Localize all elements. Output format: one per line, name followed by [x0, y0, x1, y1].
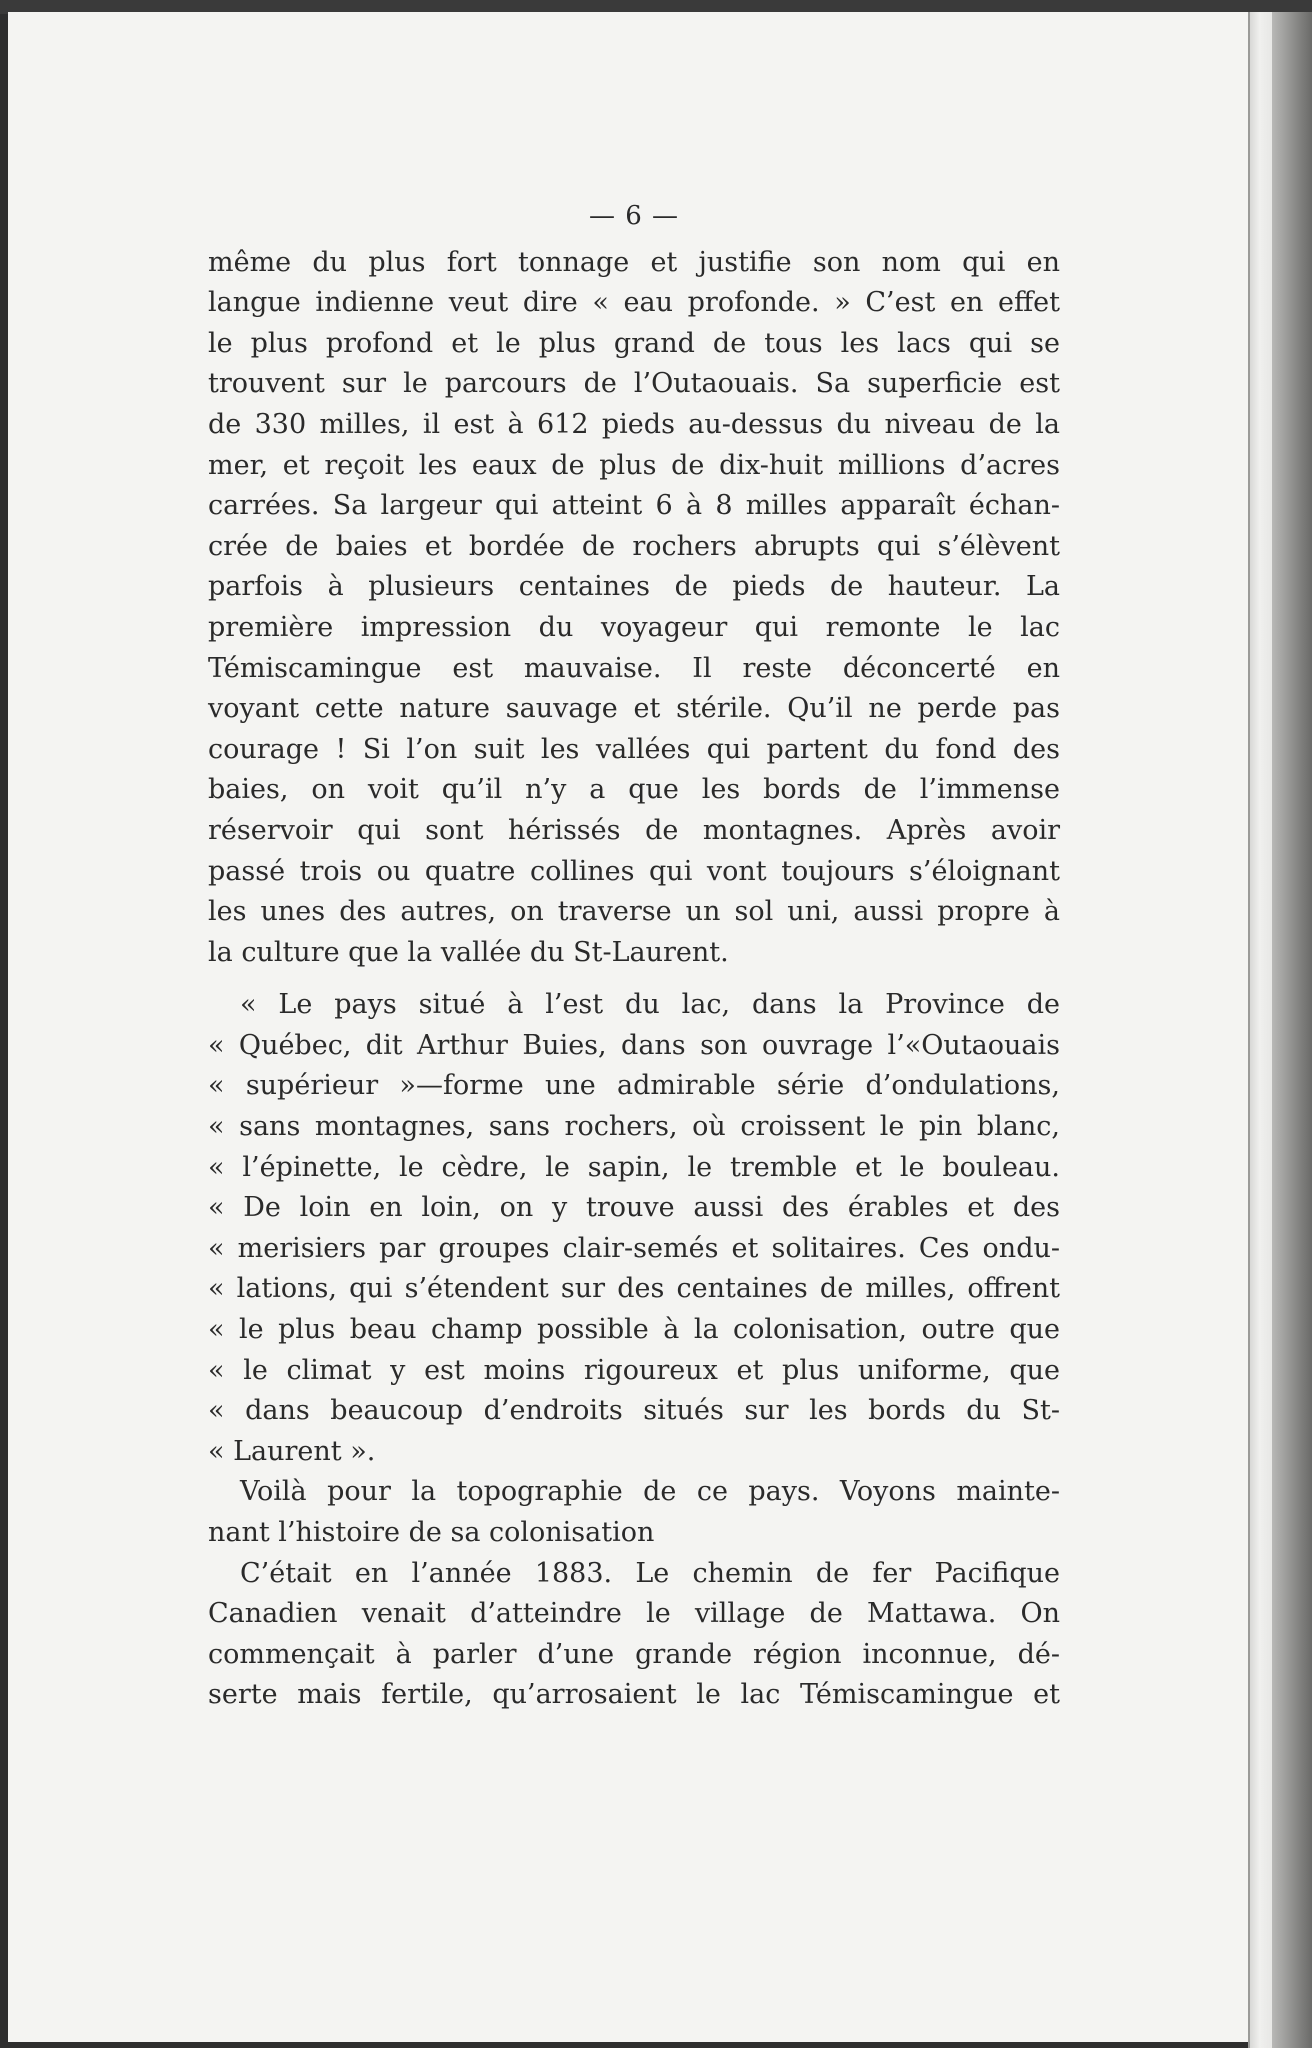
text-line: « lations, qui s’étendent sur des centaines de milles, offrent: [208, 1273, 1060, 1305]
text-line: baies, on voit qu’il n’y a que les bords de l’immense: [208, 774, 1060, 806]
text-line: « merisiers par groupes clair-semés et solitaires. Ces ondu-: [208, 1232, 1060, 1264]
text-line: « Le pays situé à l’est du lac, dans la Province de: [240, 989, 1060, 1021]
text-line: les unes des autres, on traverse un sol uni, aussi propre à: [208, 896, 1060, 928]
text-line: commençait à parler d’une grande région inconnue, dé-: [208, 1638, 1060, 1670]
text-line: « De loin en loin, on y trouve aussi des érables et des: [208, 1192, 1060, 1224]
text-line: serte mais fertile, qu’arrosaient le lac Témiscamingue et: [208, 1679, 1060, 1711]
text-line: carrées. Sa largeur qui atteint 6 à 8 milles apparaît échan-: [208, 490, 1060, 522]
paragraph-3: [208, 1472, 1060, 1553]
text-line: voyant cette nature sauvage et stérile. Qu’il ne perde pas: [208, 693, 1060, 725]
text-line: parfois à plusieurs centaines de pieds de hauteur. La: [208, 571, 1060, 603]
text-line: « Laurent ».: [208, 1435, 376, 1467]
text-line: trouvent sur le parcours de l’Outaouais. Sa superficie est: [208, 368, 1060, 400]
page-number: — 6 —: [588, 201, 680, 231]
text-line: nant l’histoire de sa colonisation: [208, 1517, 655, 1548]
paragraph-4: [208, 1554, 1060, 1716]
text-line: « supérieur »—forme une admirable série d’ondulations,: [208, 1070, 1060, 1102]
text-line: courage ! Si l’on suit les vallées qui partent du fond des: [208, 733, 1060, 765]
text-line: « le climat y est moins rigoureux et plus uniforme, que: [208, 1354, 1060, 1386]
text-line: de 330 milles, il est à 612 pieds au-dessus du niveau de la: [208, 408, 1060, 440]
text-line: « le plus beau champ possible à la colonisation, outre que: [208, 1314, 1060, 1346]
book-gutter: [1248, 12, 1274, 2048]
text-line: mer, et reçoit les eaux de plus de dix-huit millions d’acres: [208, 449, 1060, 481]
text-line: Témiscamingue est mauvaise. Il reste déconcerté en: [208, 652, 1060, 684]
text-line: langue indienne veut dire « eau profonde. » C’est en effet: [208, 287, 1060, 319]
text-line: même du plus fort tonnage et justifie son nom qui en: [208, 246, 1060, 278]
text-line: C’était en l’année 1883. Le chemin de fer Pacifique: [240, 1557, 1060, 1589]
page-text: [208, 196, 1060, 1716]
text-line: Canadien venait d’atteindre le village de Mattawa. On: [208, 1598, 1060, 1630]
text-line: « l’épinette, le cèdre, le sapin, le tremble et le bouleau.: [208, 1151, 1060, 1183]
text-line: le plus profond et le plus grand de tous les lacs qui se: [208, 327, 1060, 359]
text-line: crée de baies et bordée de rochers abrupts qui s’élèvent: [208, 530, 1060, 562]
text-line: « Québec, dit Arthur Buies, dans son ouvrage l’«Outaouais: [208, 1029, 1060, 1061]
paragraph-2-quotation: [208, 985, 1060, 1472]
text-line: première impression du voyageur qui remonte le lac: [208, 611, 1060, 643]
text-line: passé trois ou quatre collines qui vont toujours s’éloignant: [208, 855, 1060, 887]
text-line: la culture que la vallée du St-Laurent.: [208, 936, 729, 968]
text-line: Voilà pour la topographie de ce pays. Voyons mainte-: [240, 1476, 1060, 1508]
paragraph-1: [208, 243, 1060, 974]
scan-right-border: [1272, 12, 1312, 2048]
text-line: « dans beaucoup d’endroits situés sur les bords du St-: [208, 1395, 1060, 1427]
text-line: réservoir qui sont hérissés de montagnes. Après avoir: [208, 814, 1060, 846]
text-line: « sans montagnes, sans rochers, où croissent le pin blanc,: [208, 1111, 1060, 1143]
